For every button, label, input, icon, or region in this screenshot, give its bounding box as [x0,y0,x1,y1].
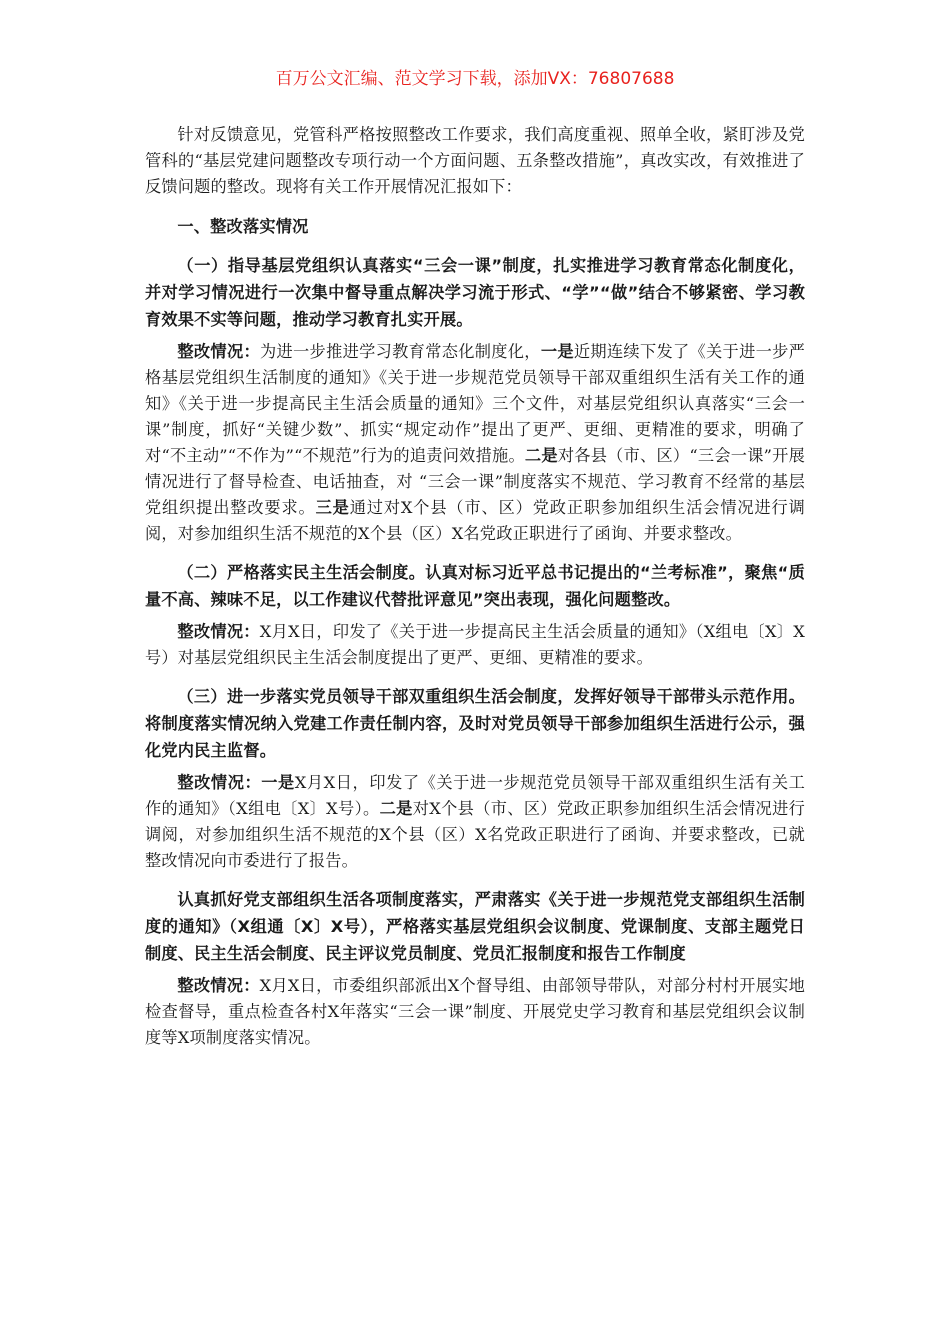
status-keyword: 三是 [315,498,350,517]
status-keyword: 二是 [379,799,413,818]
item-1-title: （一）指导基层党组织认真落实“三会一课”制度，扎实推进学习教育常态化制度化，并对学习情况进行一次集中督导重点解决学习流于形式、“学”“做”结合不够紧密、学习教育效果不实等问题，推动学习教育扎实开展。 [145,256,805,329]
document-body [145,122,805,1051]
status-text: 近期连续下发了《关于进一步严格基层党组织生活制度的通知》《关于进一步规范党员领导干部双重组织生活有关工作的通知》《关于进一步提高民主生活会质量的通知》三个文件，对基层党组织认真落实“三会一课”制度，抓好“关键少数”、抓实“规定动作”提出了更严、更细、更精准的要求，明确了对“不主动”“不作为”“不规范”行为的追责问效措施。 [145,342,806,465]
status-label: 整改情况： [177,773,262,792]
status-text: 对各县（市、区）“三会一课”开展情况进行了督导检查、电话抽查，对 “三会一课”制度落实不规范、学习教育不经常的基层党组织提出整改要求。 [145,446,806,517]
status-text: X月X日，市委组织部派出X个督导组、由部领导带队，对部分村村开展实地检查督导，重点检查各村X年落实“三会一课”制度、开展党史学习教育和基层党组织会议制度等X项制度落实情况。 [145,976,805,1047]
item-3-status [145,770,805,874]
item-4-status [145,973,805,1051]
status-text: X月X日，印发了《关于进一步提高民主生活会质量的通知》（X组电〔X〕X号）对基层党组织民主生活会制度提出了更严、更细、更精准的要求。 [145,622,805,667]
header-banner: 百万公文汇编、范文学习下载，添加VX：76807688 [275,69,675,89]
section-heading: 一、整改落实情况 [177,217,309,236]
status-text: X月X日，印发了《关于进一步规范党员领导干部双重组织生活有关工作的通知》（X组电〔X〕X号）。 [145,773,805,818]
status-text: 通过对X个县（市、区）党政正职参加组织生活会情况进行调阅，对参加组织生活不规范的X个县（区）X名党政正职进行了函询、并要求整改。 [145,498,805,543]
status-label: 整改情况： [177,342,260,361]
item-4-title: 认真抓好党支部组织生活各项制度落实，严肃落实《关于进一步规范党支部组织生活制度的通知》（X组通〔X〕X号），严格落实基层党组织会议制度、党课制度、支部主题党日制度、民主生活会制度、民主评议党员制度、党员汇报制度和报告工作制度 [145,890,805,963]
status-text: 对X个县（市、区）党政正职参加组织生活会情况进行调阅，对参加组织生活不规范的X个县（区）X名党政正职进行了函询、并要求整改，已就整改情况向市委进行了报告。 [145,799,806,870]
item-1-status [145,339,805,547]
status-label: 整改情况： [177,976,260,995]
status-text: 为进一步推进学习教育常态化制度化， [260,342,541,361]
item-2-status [145,619,805,671]
intro-paragraph: 针对反馈意见，党管科严格按照整改工作要求，我们高度重视、照单全收，紧盯涉及党管科的“基层党建问题整改专项行动一个方面问题、五条整改措施”，真改实改，有效推进了反馈问题的整改。现将有关工作开展情况汇报如下： [145,125,805,196]
item-3-title: （三）进一步落实党员领导干部双重组织生活会制度，发挥好领导干部带头示范作用。将制度落实情况纳入党建工作责任制内容，及时对党员领导干部参加组织生活进行公示，强化党内民主监督。 [145,687,805,760]
status-keyword: 一是 [261,773,295,792]
status-label: 整改情况： [177,622,260,641]
status-keyword: 一是 [540,342,574,361]
item-2-title: （二）严格落实民主生活会制度。认真对标习近平总书记提出的“兰考标准”，聚焦“质量不高、辣味不足，以工作建议代替批评意见”突出表现，强化问题整改。 [145,563,805,609]
status-keyword: 二是 [524,446,558,465]
